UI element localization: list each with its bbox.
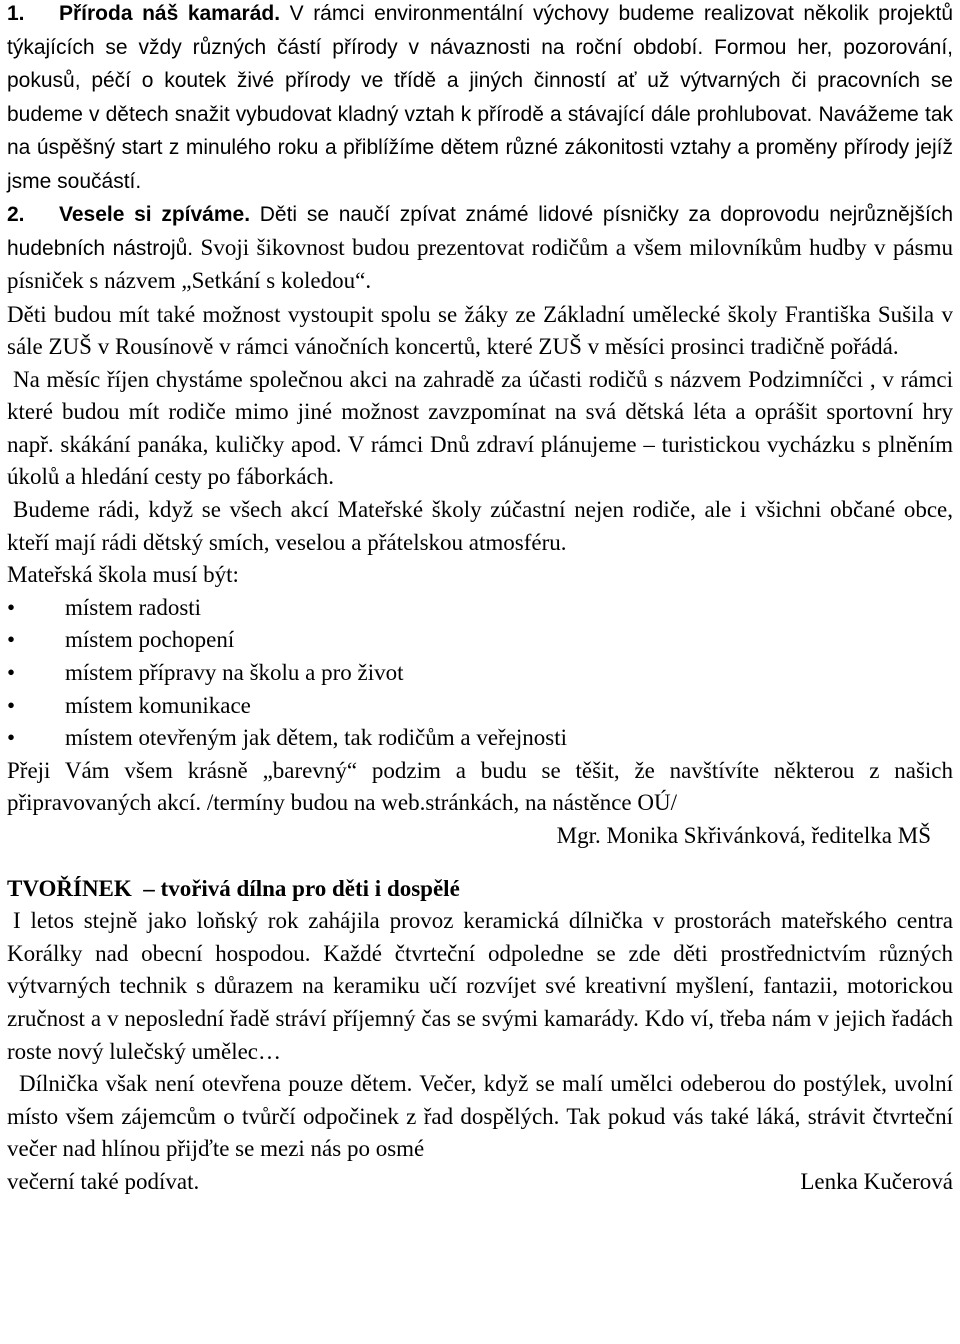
tvorinek-last-line <box>7 1166 953 1199</box>
section-1-text: V rámci environmentální výchovy budeme realizovat několik projektů týkajících se vždy různých částí přírody v návaznosti na roční období. Formou her, pozorování, pokusů, péčí o koutek živé přírody ve třídě a jiných činností ať už výtvarných či pracovních se budeme v dětech snažit vybudovat kladný vztah k přírodě a stávající dále prohlubovat. Navážeme tak na úspěšný start z minulého roku a přiblížíme dětem různé zákonitosti vztahy a proměny přírody jejíž jsme součástí. <box>7 2 953 193</box>
bullet-icon: • <box>7 660 16 686</box>
tvorinek-paragraph-2-end: večerní také podívat. <box>7 1168 200 1194</box>
bullet-icon: • <box>7 692 16 718</box>
section-2-number: 2. <box>7 203 25 226</box>
paragraph-invitation-text: Budeme rádi, když se všech akcí Mateřské školy zúčastní nejen rodiče, ale i všichni občané obce, kteří mají rádi dětský smích, veselou a přátelskou atmosféru. <box>7 497 953 555</box>
list-item: • místem komunikace <box>7 690 953 723</box>
signature-author: Lenka Kučerová <box>800 1168 953 1194</box>
section-1-number: 1. <box>7 2 25 25</box>
list-item: • místem pochopení <box>7 624 953 657</box>
section-2-title: Vesele si zpíváme. <box>59 203 251 226</box>
tvorinek-title: TVOŘÍNEK <box>7 875 132 901</box>
section-1-heading <box>7 2 280 25</box>
list-item: • místem otevřeným jak dětem, tak rodičům a veřejnosti <box>7 722 953 755</box>
section-2-text-serif: Svoji šikovnost budou prezentovat rodičům a všem milovníkům hudby v pásmu písniček s názvem „Setkání s koledou“. <box>7 234 953 293</box>
list-item: • místem radosti <box>7 592 953 625</box>
tvorinek-paragraph-1 <box>7 905 953 1068</box>
section-2-heading <box>7 203 250 226</box>
closing-paragraph: Přeji Vám všem krásně „barevný“ podzim a budu se těšit, že navštívíte některou z našich připravovaných akcí. /termíny budou na web.stránkách, na nástěnce OÚ/ <box>7 757 953 816</box>
section-1-title: Příroda náš kamarád. <box>59 2 281 25</box>
bullet-icon: • <box>7 627 16 653</box>
tvorinek-paragraph-2 <box>7 1068 953 1166</box>
tvorinek-paragraph-1-text: I letos stejně jako loňský rok zahájila provoz keramická dílnička v prostorách mateřského centra Korálky nad obecní hospodou. Každé čtvrteční odpoledne se zde děti prostřednictvím různých výtvarných technik s důrazem na keramiku učí rozvíjet své kreativní myšlení, fantazii, motorickou zručnost a v neposlední řadě stráví příjemný čas se svými kamarády. Kdo ví, třeba nám v jejich řadách roste nový lulečský umělec… <box>7 908 953 1064</box>
tvorinek-dash: – <box>143 875 155 901</box>
list-intro: Mateřská škola musí být: <box>7 562 239 588</box>
paragraph-podzimnicci <box>7 364 953 494</box>
section-2 <box>7 198 953 299</box>
paragraph-zus: Děti budou mít také možnost vystoupit spolu se žáky ze Základní umělecké školy Františka Sušila v sále ZUŠ v Rousínově v rámci vánočních koncertů, které ZUŠ v měsíci prosinci tradičně pořádá. <box>7 301 953 360</box>
bullet-list <box>7 592 953 755</box>
paragraph-invitation <box>7 494 953 559</box>
signature-director: Mgr. Monika Skřivánková, ředitelka MŠ <box>556 823 931 848</box>
section-1 <box>7 0 953 198</box>
list-item: • místem přípravy na školu a pro život <box>7 657 953 690</box>
paragraph-podzimnicci-text: Na měsíc říjen chystáme společnou akci na zahradě za účasti rodičů s názvem Podzimníčci , v rámci které budou mít rodiče mimo jiné možnost zavzpomínat na svá dětská léta a oprášit sportovní hry např. skákání panáka, kuličky apod. V rámci Dnů zdraví plánujeme – turistickou vycházku s plněním úkolů a hledání cesty po fáborkách. <box>7 366 953 490</box>
tvorinek-subtitle: tvořivá dílna pro děti i dospělé <box>160 875 460 901</box>
bullet-icon: • <box>7 594 16 620</box>
section-2-text-sans: Děti se naučí zpívat známé lidové písničky za doprovodu nejrůznějších hudebních nástrojů. <box>7 203 953 260</box>
tvorinek-paragraph-2-text: Dílnička však není otevřena pouze dětem. Večer, když se malí umělci odeberou do postýlek, uvolní místo všem zájemcům o tvůrčí odpočinek z řad dospělých. Tak pokud vás také láká, strávit čtvrteční večer nad hlínou přijďte se mezi nás po osmé <box>7 1071 953 1162</box>
bullet-icon: • <box>7 725 16 751</box>
tvorinek-heading <box>7 873 953 906</box>
